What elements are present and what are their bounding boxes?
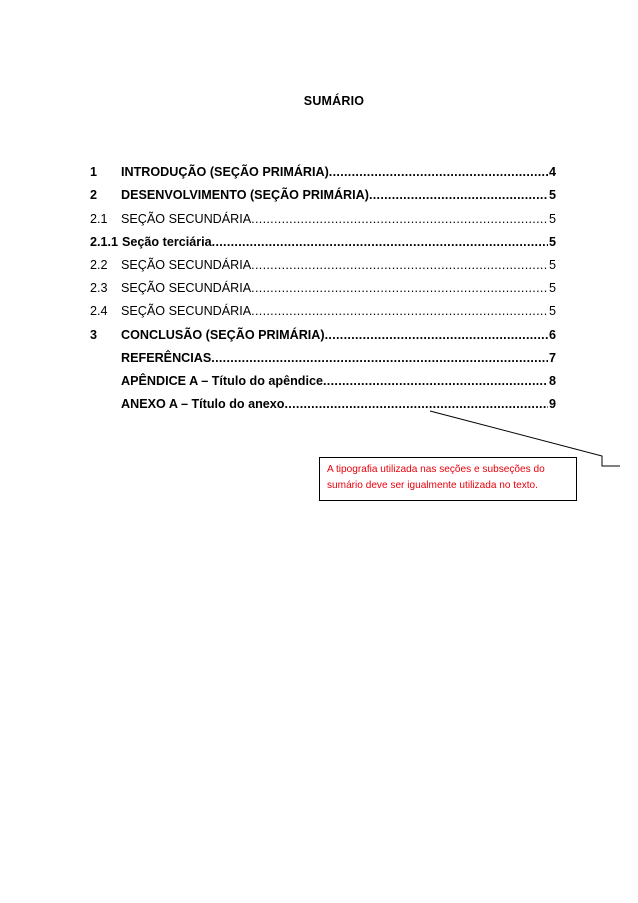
toc-entry-page: 7 — [548, 350, 556, 365]
toc-entry-title: CONCLUSÃO (SEÇÃO PRIMÁRIA) — [121, 327, 325, 342]
toc-entry-title: SEÇÃO SECUNDÁRIA — [121, 257, 252, 272]
toc-entry-page: 5 — [548, 281, 556, 296]
toc-entry-title: ANEXO A – Título do anexo — [121, 397, 285, 412]
toc-entry-number: 2.4 — [90, 304, 108, 319]
toc-entry-number: 1 — [90, 165, 98, 180]
toc-entry-title: REFERÊNCIAS — [121, 350, 212, 365]
toc-entry-page: 9 — [548, 397, 556, 412]
toc-entry-number: 2.1.1 — [90, 234, 119, 249]
toc-entry-title: APÊNDICE A – Título do apêndice — [121, 373, 323, 388]
toc-entry-number: 2.1 — [90, 211, 108, 226]
toc-entry-page: 8 — [548, 373, 556, 388]
toc-entry-title: Seção terciária — [122, 234, 212, 249]
toc-entry-title: INTRODUÇÃO (SEÇÃO PRIMÁRIA) — [121, 165, 329, 180]
toc-entry-number: 3 — [90, 327, 98, 342]
page-title: SUMÁRIO — [303, 94, 365, 108]
toc-entry-page: 5 — [548, 234, 556, 249]
toc-entry-number: 2.3 — [90, 281, 108, 296]
toc-entry-title: DESENVOLVIMENTO (SEÇÃO PRIMÁRIA) — [121, 188, 369, 203]
toc-entry-number: 2 — [90, 188, 98, 203]
toc-entry-number: 2.2 — [90, 257, 108, 272]
toc-entry-title: SEÇÃO SECUNDÁRIA — [121, 281, 252, 296]
toc-entry-page: 4 — [548, 165, 556, 180]
toc-entry-page: 5 — [548, 304, 556, 319]
toc-entry-page: 5 — [548, 188, 556, 203]
toc-entry-title: SEÇÃO SECUNDÁRIA — [121, 211, 252, 226]
toc-entry-page: 5 — [548, 257, 556, 272]
toc-entry-page: 5 — [548, 211, 556, 226]
toc-entry-page: 6 — [548, 327, 556, 342]
annotation-comment-box: A tipografia utilizada nas seções e subseções do sumário deve ser igualmente utilizada no texto. — [319, 457, 577, 501]
toc-entry-title: SEÇÃO SECUNDÁRIA — [121, 304, 252, 319]
